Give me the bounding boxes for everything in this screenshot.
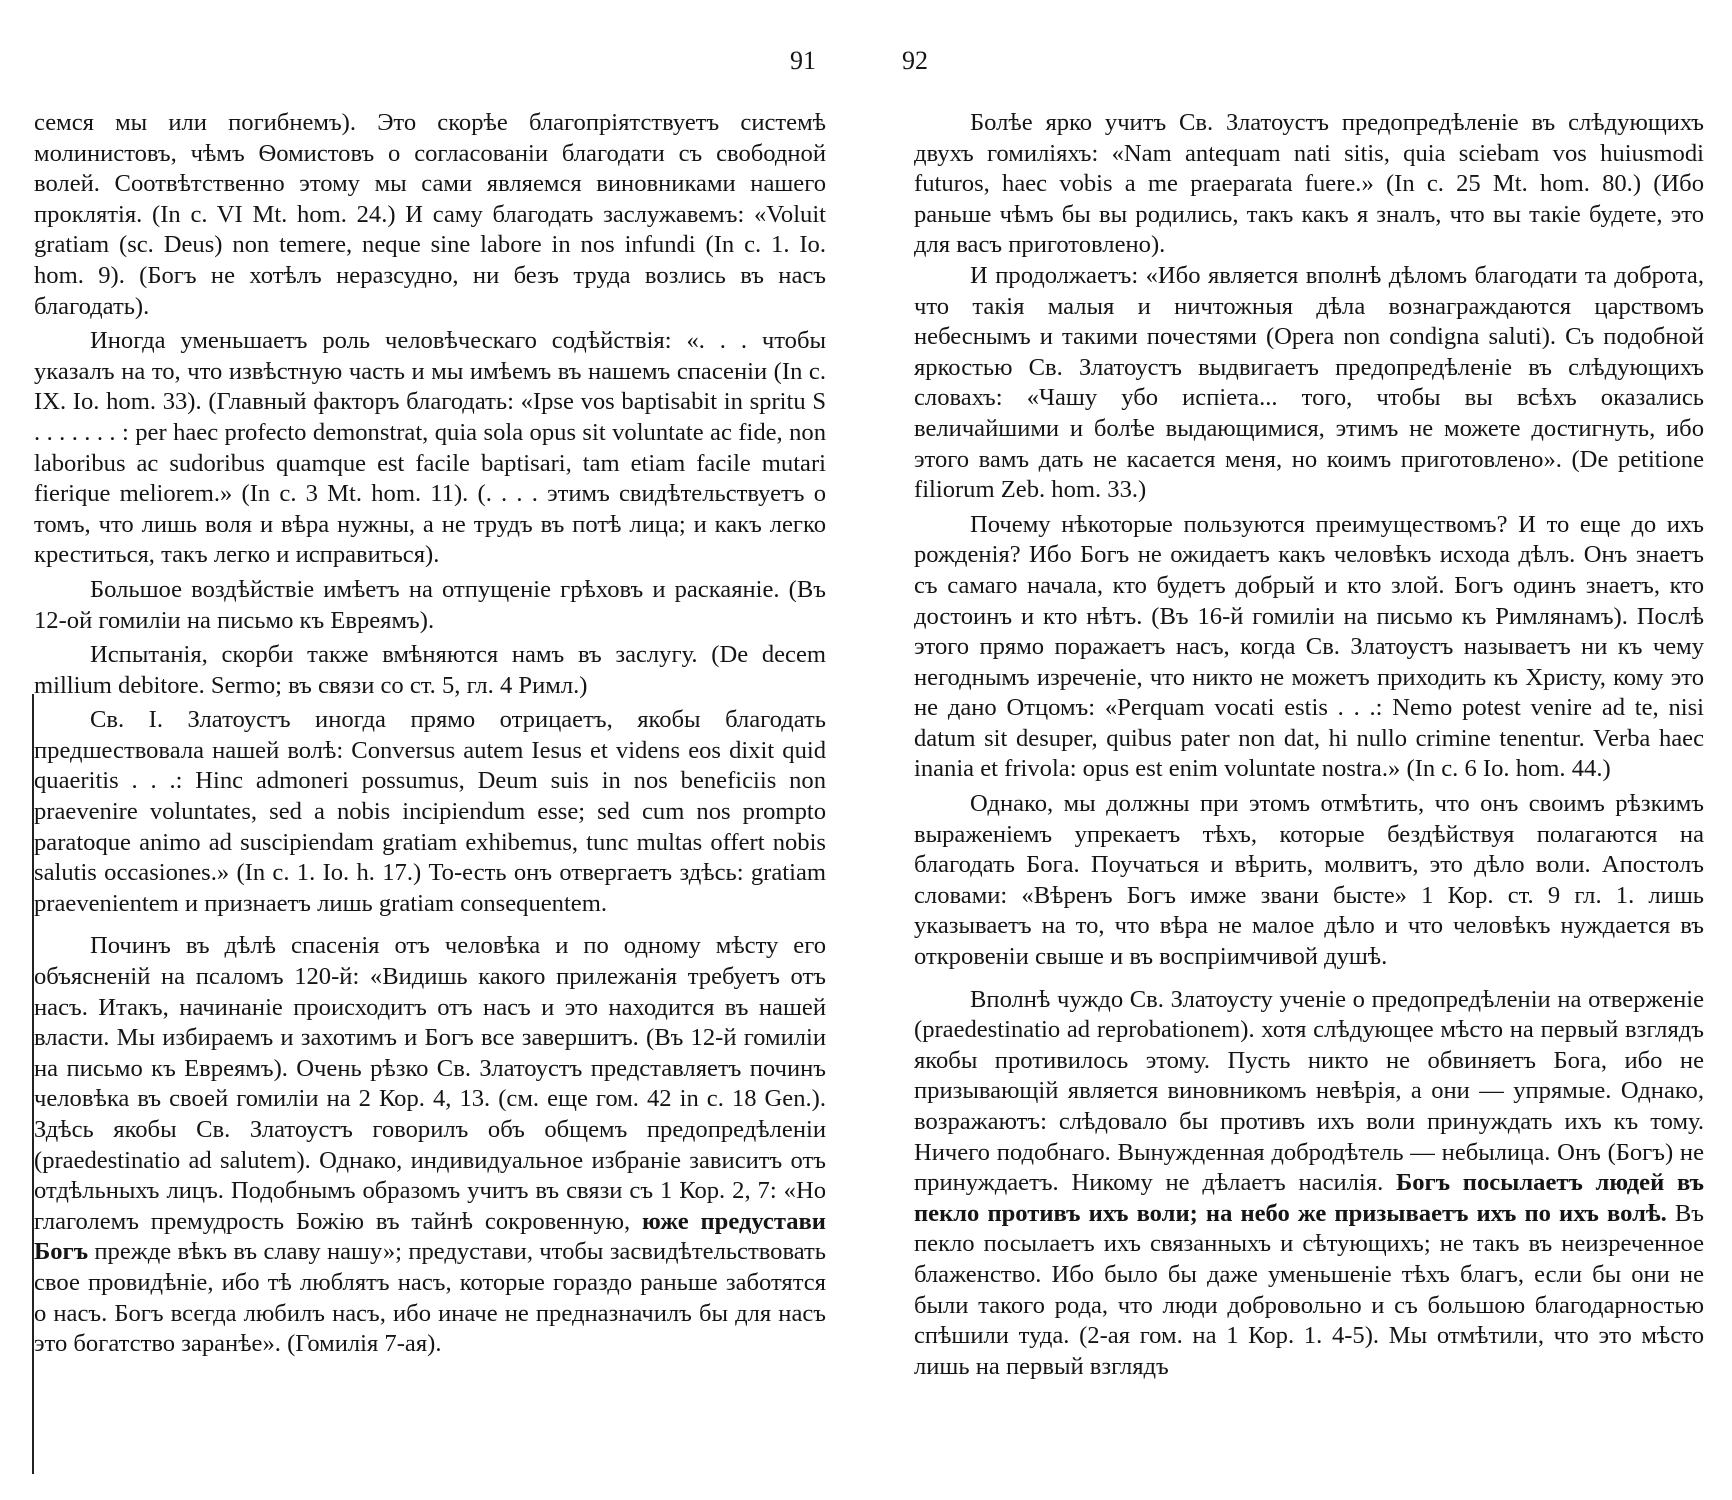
right-page-column [914, 108, 1704, 1480]
paragraph: Болѣе ярко учитъ Св. Златоустъ предопредѣленіе въ слѣдующихъ двухъ гомиліяхъ: «Nam antequam nati sitis, quia sciebam vos huiusmodi futuros, haec vobis a me praeparata fuere.» (In c. 25 Mt. hom. 80.) (Ибо раньше чѣмъ бы вы родились, такъ какъ я зналъ, что вы такіе будете, это для васъ приготовлено). [914, 109, 1704, 259]
page-number-left: 91 [790, 46, 816, 75]
page-number-right: 92 [902, 46, 928, 75]
paragraph: Большое воздѣйствіе имѣетъ на отпущеніе грѣховъ и раскаяніе. (Въ 12-ой гомиліи на письмо къ Евреямъ). [34, 575, 826, 634]
paragraph: Однако, мы должны при этомъ отмѣтить, что онъ своимъ рѣзкимъ выраженіемъ упрекаетъ тѣхъ, которые бездѣйствуя полагаются на благодать Бога. Поучаться и вѣрить, молвитъ, это дѣло воли. Апостолъ словами: «Вѣренъ Богъ имже звани бысте» 1 Кор. ст. 9 гл. 1. лишь указываетъ на то, что вѣра не малое дѣло и что человѣкъ нуждается въ откровеніи свыше и въ воспріимчивой душѣ. [914, 790, 1704, 971]
paragraph-text: прежде вѣкъ въ славу нашу»; предустави, чтобы засвидѣтельствовать свое провидѣніе, ибо тѣ люблятъ насъ, которые гораздо раньше заботятся о насъ. Богъ всегда любилъ насъ, ибо иначе не предназначилъ бы для насъ это богатство заранѣе». (Гомилія 7-ая). [34, 1238, 826, 1358]
paragraph: И продолжаетъ: «Ибо является вполнѣ дѣломъ благодати та доброта, что такія малыя и ничтожныя дѣла вознаграждаются царствомъ небеснымъ и такими почестями (Opera non condigna saluti). Съ подобной яркостью Св. Златоустъ выдвигаетъ предопредѣленіе въ слѣдующихъ словахъ: «Чашу убо испіета... того, чтобы вы всѣхъ оказались величайшими и болѣе выдающимися, этимъ не можете достигнуть, ибо этого вамъ дать не касается меня, но коимъ приготовлено». (De petitione filiorum Zeb. hom. 33.) [914, 261, 1704, 504]
bold-quote: юже предустави Богъ [34, 1207, 826, 1266]
paragraph-text: Вполнѣ чуждо Св. Златоусту ученіе о предопредѣленіи на отверженіе (praedestinatio ad reprobationem). хотя слѣдующее мѣсто на первый взглядъ якобы противилось этому. Пусть никто не обвиняетъ Бога, ибо не призывающій является виновникомъ невѣрія, а они — упрямые. Однако, возражаютъ: слѣдовало бы противъ ихъ воли принуждать ихъ къ тому. Ничего подобнаго. Вынужденная добродѣтель — небылица. Онъ (Богъ) не принуждаетъ. Никому не дѣлаетъ насилія. [914, 985, 1704, 1197]
paragraph [914, 985, 1704, 1383]
paragraph: Иногда уменьшаетъ роль человѣческаго содѣйствія: «. . . чтобы указалъ на то, что извѣстную часть и мы имѣемъ въ нашемъ спасеніи (In c. IX. Io. hom. 33). (Главный факторъ благодать: «Ipse vos baptisabit in spritu S . . . . . . . : per haec profecto demonstrat, quia sola opus sit voluntate ac fide, non laboribus ac sudoribus quamque est facile baptisari, tam etiam facile mutari fierique meliorem.» (In c. 3 Mt. hom. 11). (. . . . этимъ свидѣтельствуетъ о томъ, что лишь воля и вѣра нужны, а не трудъ въ потѣ лица; и какъ легко креститься, такъ легко и исправиться). [34, 327, 826, 569]
paragraph [34, 931, 826, 1359]
paragraph: Почему нѣкоторые пользуются преимуществомъ? И то еще до ихъ рожденія? Ибо Богъ не ожидаетъ какъ человѣкъ исхода дѣлъ. Онъ знаетъ съ самаго начала, кто будетъ добрый и кто злой. Богъ одинъ знаетъ, кто достоинъ и кто нѣтъ. (Въ 16-й гомиліи на письмо къ Римлянамъ). Послѣ этого прямо поражаетъ насъ, когда Св. Златоустъ называетъ ни къ чему негоднымъ изреченіе, что никто не можетъ приходить къ Христу, кому это не дано Отцомъ: «Perquam vocati estis . . .: Nemo potest venire ad te, nisi datum sit desuper, quibus pater non dat, hi nullo crimine tenentur. Verba haec inania et frivola: opus est enim voluntate nostra.» (In c. 6 Io. hom. 44.) [914, 510, 1704, 783]
paragraph: Испытанія, скорби также вмѣняются намъ въ заслугу. (De decem millium debitore. Sermo; въ связи со ст. 5, гл. 4 Римл.) [34, 641, 826, 699]
paragraph: Св. I. Златоустъ иногда прямо отрицаетъ, якобы благодать предшествовала нашей волѣ: Conversus autem Iesus et videns eos dixit quid quaeritis . . .: Hinc admoneri possumus, Deum suis in nos beneficiis non praevenire voluntates, sed a nobis incipiendum esse; sed cum nos prompto paratoque animo ad suscipiendam gratiam exhibemus, tunc multas offert nobis salutis occasiones.» (In c. 1. Io. h. 17.) То-есть онъ отвергаетъ здѣсь: gratiam praevenientem и признаетъ лишь gratiam consequentem. [34, 706, 826, 917]
paragraph-text: Починъ въ дѣлѣ спасенія отъ человѣка и по одному мѣсту его объясненій на псаломъ 120-й: «Видишь какого прилежанія требуетъ отъ насъ. Итакъ, начинаніе происходитъ отъ насъ и это находится въ нашей власти. Мы избираемъ и захотимъ и Богъ все завершитъ. (Въ 12-й гомиліи на письмо къ Евреямъ). Очень рѣзко Св. Златоустъ представляетъ починъ человѣка въ своей гомиліи на 2 Кор. 4, 13. (см. еще гом. 42 in c. 18 Gen.). Здѣсь якобы Св. Златоустъ говорилъ объ общемъ предопредѣленіи (praedestinatio ad salutem). Однако, индивидуальное избраніе зависитъ отъ отдѣльныхъ лицъ. Подобнымъ образомъ учитъ въ связи съ 1 Кор. 2, 7: «Но глаголемъ премудрость Божію въ тайнѣ сокровенную, [34, 932, 826, 1235]
paragraph: семся мы или погибнемъ). Это скорѣе благопріятствуетъ системѣ молинистовъ, чѣмъ Ѳомистовъ о согласованіи благодати съ свободной волей. Соотвѣтственно этому мы сами являемся виновниками нашего проклятія. (In c. VI Mt. hom. 24.) И саму благодать заслужавемъ: «Voluit gratiam (sc. Deus) non temere, neque sine labore in nos infundi (In c. 1. Io. hom. 9). (Богъ не хотѣлъ неразсудно, ни безъ труда возлись въ насъ благодать). [34, 109, 826, 320]
bold-statement: Богъ посылаетъ людей въ пекло противъ ихъ воли; на небо же призываетъ ихъ по ихъ волѣ. [914, 1169, 1704, 1227]
left-page-column [34, 108, 826, 1480]
paragraph-text: Въ пекло посылаетъ ихъ связанныхъ и сѣтующихъ; не такъ въ неизреченное блаженство. Ибо было бы даже уменьшеніе тѣхъ благъ, если бы они не были такого рода, что люди добровольно и съ большою благодарностью спѣшили туда. (2-ая гом. на 1 Кор. 1. 4-5). Мы отмѣтили, что это мѣсто лишь на первый взглядъ [914, 1199, 1704, 1380]
